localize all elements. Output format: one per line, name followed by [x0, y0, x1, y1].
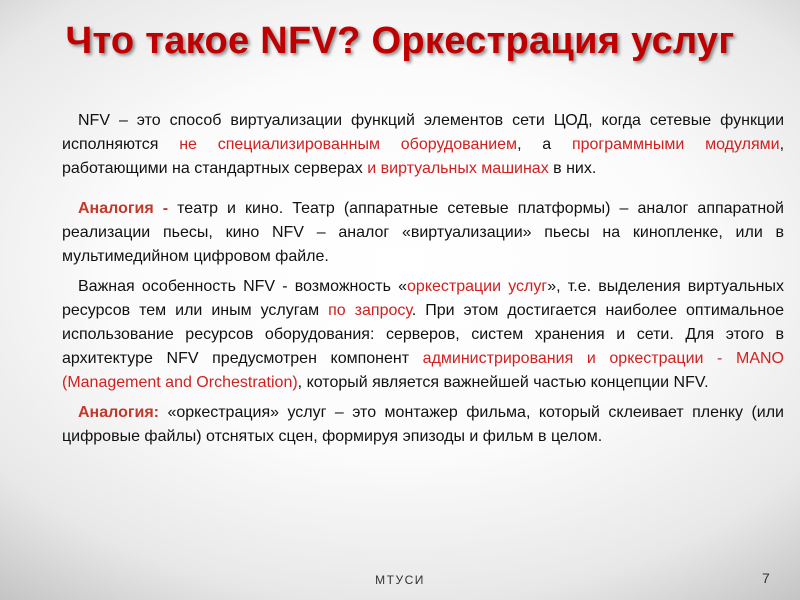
analogy-label: Аналогия - — [78, 200, 169, 217]
text-span: , который является важнейшей частью концепции NFV. — [297, 374, 709, 391]
text-span: Важная особенность NFV - возможность « — [78, 278, 408, 295]
text-span: «оркестрация» услуг – это монтажер фильма, который склеивает пленку (или цифровые файлы) отснятых сцен, формируя эпизоды и фильм в целом. — [62, 404, 784, 445]
highlight-text: и виртуальных машинах — [367, 160, 549, 177]
paragraph-analogy-editor — [62, 401, 784, 449]
highlight-text: не специализированным оборудованием — [179, 136, 518, 153]
slide-title: Что такое NFV? Оркестрация услуг — [65, 20, 735, 62]
highlight-text: по запросу — [328, 302, 412, 319]
page-number: 7 — [762, 570, 770, 586]
footer-label: МТУСИ — [375, 573, 425, 587]
slide-body — [62, 109, 784, 449]
highlight-text: администрирования и оркестрации - MANO (Management and Orchestration) — [62, 350, 784, 391]
text-span: . При этом достигается наиболее оптимальное использование ресурсов оборудования: серверов, систем хранения и сети. Для этого в архитектуре NFV предусмотрен компонент — [62, 302, 784, 367]
text-span: в них. — [548, 160, 597, 177]
text-span: , а — [517, 136, 572, 153]
paragraph-analogy-theatre — [62, 197, 784, 269]
text-span: , работающими на стандартных серверах — [62, 136, 785, 177]
analogy-label: Аналогия: — [78, 404, 160, 421]
paragraph-orchestration — [62, 275, 784, 395]
text-span: NFV – это способ виртуализации функций элементов сети ЦОД, когда сетевые функции исполняются — [62, 112, 784, 153]
text-span: », т.е. выделения виртуальных ресурсов тем или иным услугам — [62, 278, 784, 319]
paragraph-nfv-definition — [62, 109, 784, 181]
highlight-text: программными модулями — [571, 136, 780, 153]
highlight-text: оркестрации услуг — [407, 278, 548, 295]
text-span: театр и кино. Театр (аппаратные сетевые платформы) – аналог аппаратной реализации пьесы, кино NFV – аналог «виртуализации» пьесы на кинопленке, или в мультимедийном цифровом файле. — [62, 200, 784, 265]
